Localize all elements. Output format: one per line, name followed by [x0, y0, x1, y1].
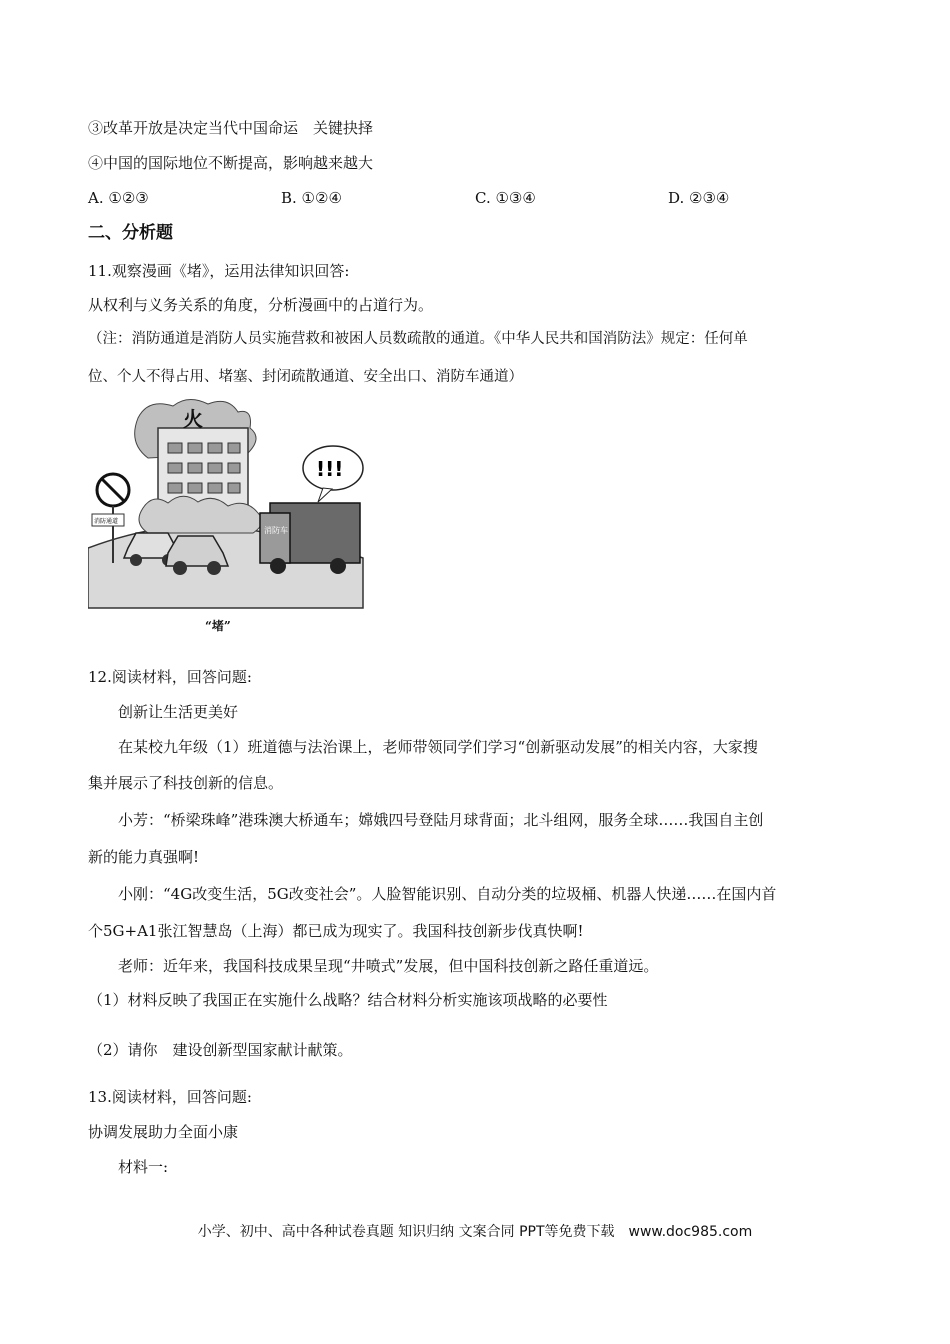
question-13-material-1: 材料一: — [118, 1158, 169, 1176]
question-12-paragraph-3b: 个5G+A1张江智慧岛（上海）都已成为现实了。我国科技创新步伐真快啊! — [88, 922, 584, 940]
question-12-paragraph-2a: 小芳：“桥梁珠峰”港珠澳大桥通车；嫦娥四号登陆月球背面；北斗组网，服务全球……我国自主创 — [118, 811, 764, 829]
question-12-paragraph-3a: 小刚：“4G改变生活，5G改变社会”。人脸智能识别、自动分类的垃圾桶、机器人快递……在国内首 — [118, 885, 777, 903]
exclamation-bubble-text: !!! — [316, 457, 344, 481]
question-12-subquestion-2: （2）请你 建设创新型国家献计献策。 — [88, 1041, 353, 1059]
option-b: B. ①②④ — [281, 189, 342, 207]
question-11-note-line-2: 位、个人不得占用、堵塞、封闭疏散通道、安全出口、消防车通道） — [88, 369, 523, 385]
question-12-subquestion-1: （1）材料反映了我国正在实施什么战略？结合材料分析实施该项战略的必要性 — [88, 991, 608, 1009]
fire-label: 火 — [183, 407, 203, 431]
question-12-subtitle: 创新让生活更美好 — [118, 703, 239, 721]
fire-lane-road-sign: 消防通道 — [94, 518, 119, 525]
question-10-statement-3: ③改革开放是决定当代中国命运 关键抉择 — [88, 119, 374, 137]
page-footer: 小学、初中、高中各种试卷真题 知识归纳 文案合同 PPT等免费下载 www.doc985.com — [197, 1224, 753, 1240]
question-11-ask: 从权利与义务关系的角度，分析漫画中的占道行为。 — [88, 296, 434, 314]
question-11-note-line-1: （注：消防通道是消防人员实施营救和被困人员数疏散的通道。《中华人民共和国消防法》规定：任何单 — [88, 331, 748, 347]
fire-truck-label: 消防车 — [264, 526, 288, 535]
option-d: D. ②③④ — [668, 189, 730, 207]
blocked-fire-lane-cartoon — [88, 398, 368, 613]
option-a: A. ①②③ — [88, 189, 149, 207]
question-11-title: 11.观察漫画《堵》，运用法律知识回答: — [88, 262, 350, 280]
question-12-paragraph-2b: 新的能力真强啊! — [88, 848, 200, 866]
question-12-title: 12.阅读材料，回答问题: — [88, 668, 252, 686]
cartoon-caption: “堵” — [205, 619, 231, 633]
question-12-paragraph-1a: 在某校九年级（1）班道德与法治课上，老师带领同学们学习“创新驱动发展”的相关内容，大家搜 — [118, 738, 758, 756]
question-12-paragraph-4: 老师：近年来，我国科技成果呈现“井喷式”发展，但中国科技创新之路任重道远。 — [118, 957, 659, 975]
option-c: C. ①③④ — [475, 189, 536, 207]
question-12-paragraph-1b: 集并展示了科技创新的信息。 — [88, 774, 284, 792]
section-2-heading: 二、分析题 — [88, 223, 173, 243]
question-10-statement-4: ④中国的国际地位不断提高，影响越来越大 — [88, 154, 374, 172]
question-13-subtitle: 协调发展助力全面小康 — [88, 1123, 239, 1141]
question-13-title: 13.阅读材料，回答问题: — [88, 1088, 252, 1106]
